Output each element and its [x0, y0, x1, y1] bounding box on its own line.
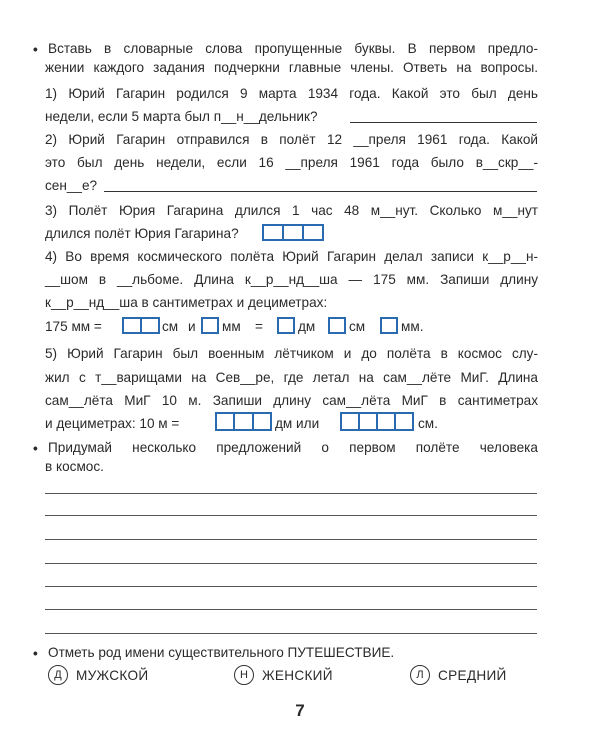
- task4-dm-box[interactable]: [277, 317, 295, 334]
- task3-answer-boxes[interactable]: [262, 224, 324, 241]
- option-feminine[interactable]: [234, 665, 333, 685]
- writing-line[interactable]: [45, 586, 537, 587]
- writing-line[interactable]: [45, 515, 537, 516]
- task5-unit-cm: см.: [418, 416, 438, 431]
- writing-line[interactable]: [45, 539, 537, 540]
- task4-unit-mm2: мм.: [401, 319, 424, 334]
- intro-bullet: •: [33, 42, 38, 57]
- task4-line-1: 4) Во время космического полёта Юрий Гагарин делал записи к__р__н-: [45, 249, 538, 264]
- option-neuter[interactable]: [410, 665, 507, 685]
- task4-cm-boxes[interactable]: [122, 317, 160, 334]
- task4-line-3: к__р__нд__ша в сантиметрах и дециметрах:: [45, 295, 328, 310]
- task5-line-3: сам__лёта МиГ 10 м. Запиши длину сам__лёта МиГ в сантиметрах: [45, 393, 538, 408]
- task3-line-2: длился полёт Юрия Гагарина?: [45, 226, 239, 241]
- task4-eq-start: 175 мм =: [45, 319, 102, 334]
- option-letter-circle[interactable]: Л: [410, 665, 430, 685]
- writing-line[interactable]: [45, 493, 537, 494]
- option-label: ЖЕНСКИЙ: [262, 667, 333, 683]
- task5-line-1: 5) Юрий Гагарин был военным лётчиком и до полёта в космос слу-: [45, 346, 538, 361]
- composition-line-2: в космос.: [45, 459, 104, 474]
- task3-line-1: 3) Полёт Юрия Гагарина длился 1 час 48 м__нут. Сколько м__нут: [45, 203, 538, 218]
- task2-line-1: 2) Юрий Гагарин отправился в полёт 12 __преля 1961 года. Какой: [45, 132, 538, 147]
- option-label: МУЖСКОЙ: [76, 667, 149, 683]
- page-number: 7: [295, 701, 305, 720]
- task4-line-2: __шом в __льбоме. Длина к__р__нд__ша — 175 мм. Запиши длину: [45, 272, 538, 287]
- composition-line-1: Придумай несколько предложений о первом полёте человека: [48, 440, 538, 455]
- writing-line[interactable]: [45, 633, 537, 634]
- option-letter-circle[interactable]: Д: [48, 665, 68, 685]
- task4-cm2-box[interactable]: [328, 317, 346, 334]
- task2-line-2: это был день недели, если 16 __преля 1961 года было в__скр__-: [45, 155, 538, 170]
- writing-line[interactable]: [45, 563, 537, 564]
- option-letter-circle[interactable]: Н: [234, 665, 254, 685]
- composition-bullet: •: [33, 441, 38, 456]
- intro-line-2: жении каждого задания подчеркни главные члены. Ответь на вопросы.: [45, 60, 538, 75]
- task1-line-1: 1) Юрий Гагарин родился 9 марта 1934 года. Какой это был день: [45, 86, 538, 101]
- task5-line-4: и дециметрах: 10 м =: [45, 416, 180, 431]
- option-label: СРЕДНИЙ: [438, 667, 507, 683]
- task2-line-3: сен__е?: [45, 178, 98, 193]
- task4-mm-box[interactable]: [201, 317, 219, 334]
- task4-equals: =: [255, 319, 263, 334]
- gender-prompt: Отметь род имени существительного ПУТЕШЕСТВИЕ.: [48, 645, 395, 660]
- task5-unit-dm: дм или: [275, 416, 320, 431]
- task5-cm-boxes[interactable]: [340, 412, 414, 431]
- intro-line-1: Вставь в словарные слова пропущенные буквы. В первом предло-: [48, 41, 538, 56]
- task1-line-2: недели, если 5 марта был п__н__дельник?: [45, 109, 318, 124]
- writing-line[interactable]: [45, 609, 537, 610]
- task4-unit-mm: мм: [222, 319, 241, 334]
- task5-dm-boxes[interactable]: [215, 412, 272, 431]
- task4-unit-cm: см: [162, 319, 179, 334]
- task4-unit-cm2: см: [349, 319, 366, 334]
- option-masculine[interactable]: [48, 665, 148, 685]
- task5-line-2: жил с т__варищами на Сев__ре, где летал на сам__лёте МиГ. Длина: [45, 370, 538, 385]
- task4-mm2-box[interactable]: [380, 317, 398, 334]
- task4-and: и: [188, 319, 196, 334]
- task4-unit-dm: дм: [298, 319, 316, 334]
- task2-answer-line[interactable]: [104, 191, 537, 192]
- task1-answer-line[interactable]: [350, 122, 537, 123]
- gender-bullet: •: [33, 646, 38, 661]
